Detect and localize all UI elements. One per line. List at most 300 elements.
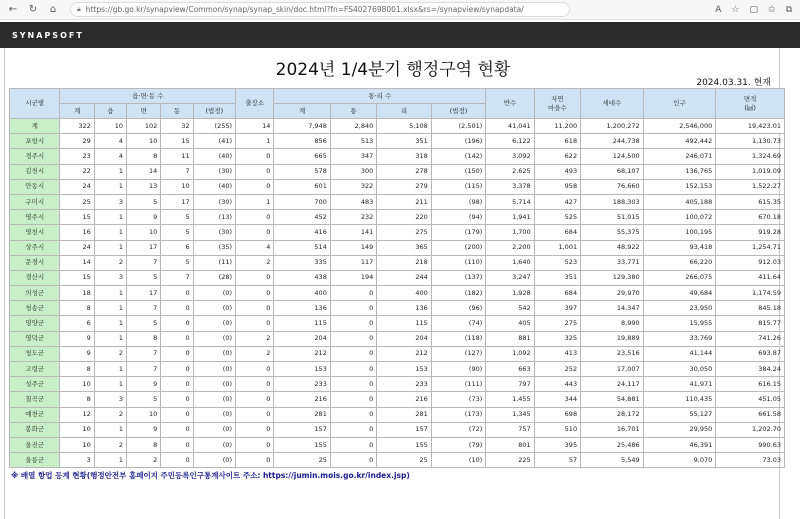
table-cell: 6,122 [486, 134, 534, 149]
table-cell: 0 [330, 453, 376, 468]
row-region-name: 안동시 [10, 179, 60, 194]
table-cell: 2,840 [330, 119, 376, 134]
table-cell: 513 [330, 134, 376, 149]
table-cell: (2,501) [431, 119, 486, 134]
table-cell: 815.77 [716, 316, 785, 331]
table-cell: 1,345 [486, 407, 534, 422]
table-cell: (0) [193, 286, 235, 301]
table-row [10, 422, 785, 437]
table-cell: 615.35 [716, 194, 785, 209]
table-cell: 212 [274, 346, 331, 361]
read-aloud-icon[interactable]: A [715, 4, 722, 15]
table-cell: 661.58 [716, 407, 785, 422]
table-cell: 801 [486, 437, 534, 452]
table-cell: 3 [94, 194, 126, 209]
table-cell: 218 [377, 255, 431, 270]
reload-icon[interactable]: ↻ [28, 4, 38, 15]
table-cell: 23,950 [643, 301, 716, 316]
table-row [10, 331, 785, 346]
table-cell: 244 [377, 270, 431, 285]
table-cell: (0) [193, 437, 235, 452]
table-cell: 510 [534, 422, 580, 437]
table-row [10, 453, 785, 468]
table-cell: 275 [534, 316, 580, 331]
table-cell: 845.18 [716, 301, 785, 316]
table-cell: 233 [274, 377, 331, 392]
table-cell: 212 [377, 346, 431, 361]
table-cell: 443 [534, 377, 580, 392]
table-cell: (96) [431, 301, 486, 316]
table-cell: 400 [274, 286, 331, 301]
table-cell: 157 [274, 422, 331, 437]
table-cell: 9,070 [643, 453, 716, 468]
table-cell: 8 [60, 362, 94, 377]
header-tongri: 통·리 수 [274, 89, 486, 104]
table-cell: 6 [161, 240, 193, 255]
table-cell: 68,107 [581, 164, 644, 179]
table-cell: 25 [377, 453, 431, 468]
table-cell: 19,889 [581, 331, 644, 346]
table-cell: 115 [274, 316, 331, 331]
table-cell: 117 [330, 255, 376, 270]
table-cell: 0 [161, 316, 193, 331]
table-row [10, 301, 785, 316]
table-cell: 17 [161, 194, 193, 209]
table-cell: 0 [236, 301, 274, 316]
table-cell: 124,500 [581, 149, 644, 164]
table-cell: 188,303 [581, 194, 644, 209]
back-icon[interactable]: ← [8, 4, 18, 15]
table-cell: 1 [94, 164, 126, 179]
table-cell: 5,549 [581, 453, 644, 468]
table-cell: 0 [330, 286, 376, 301]
header-ingu: 인구 [643, 89, 716, 119]
table-cell: 438 [274, 270, 331, 285]
table-cell: (40) [193, 149, 235, 164]
table-cell: 8 [127, 437, 161, 452]
table-cell: 0 [330, 407, 376, 422]
table-cell: (94) [431, 210, 486, 225]
table-cell: 48,922 [581, 240, 644, 255]
table-cell: 0 [161, 331, 193, 346]
table-cell: (10) [431, 453, 486, 468]
table-cell: 155 [377, 437, 431, 452]
table-cell: (0) [193, 392, 235, 407]
table-cell: 0 [236, 316, 274, 331]
table-cell: 6 [60, 316, 94, 331]
table-cell: 347 [330, 149, 376, 164]
table-cell: 15 [161, 134, 193, 149]
table-cell: 4 [236, 240, 274, 255]
table-cell: (255) [193, 119, 235, 134]
row-region-name: 울진군 [10, 437, 60, 452]
table-cell: 10 [161, 179, 193, 194]
table-cell: 1 [94, 301, 126, 316]
table-cell: 1,130.73 [716, 134, 785, 149]
table-row [10, 377, 785, 392]
browser-toolbar [0, 0, 800, 20]
table-row [10, 240, 785, 255]
table-cell: 1 [94, 286, 126, 301]
table-cell: 622 [534, 149, 580, 164]
table-cell: 155 [274, 437, 331, 452]
table-cell: 136 [377, 301, 431, 316]
table-cell: 0 [236, 210, 274, 225]
table-cell: 16 [60, 225, 94, 240]
table-cell: (72) [431, 422, 486, 437]
table-cell: 51,015 [581, 210, 644, 225]
header-eupmyeondong: 읍·면·동 수 [60, 89, 236, 104]
table-cell: 1,200,272 [581, 119, 644, 134]
header-myeonjeok: 면적 (㎢) [716, 89, 785, 119]
table-cell: 76,660 [581, 179, 644, 194]
table-cell: 0 [330, 392, 376, 407]
favorites-bar-icon[interactable]: ✩ [768, 4, 776, 15]
table-cell: (110) [431, 255, 486, 270]
table-row [10, 255, 785, 270]
table-cell: 7 [127, 301, 161, 316]
table-row [10, 407, 785, 422]
table-cell: (35) [193, 240, 235, 255]
lock-icon: 🔒︎ [77, 5, 81, 13]
table-cell: 8 [127, 149, 161, 164]
header-jayeon: 자연 마을수 [534, 89, 580, 119]
table-cell: 616.15 [716, 377, 785, 392]
header-dong: 동 [161, 104, 193, 119]
header-saedaesu: 세대수 [581, 89, 644, 119]
table-row [10, 362, 785, 377]
table-cell: 10 [127, 134, 161, 149]
table-cell: 5 [127, 316, 161, 331]
table-cell: 665 [274, 149, 331, 164]
table-cell: 405,188 [643, 194, 716, 209]
table-cell: 110,435 [643, 392, 716, 407]
table-cell: 684 [534, 286, 580, 301]
collections-icon[interactable]: ⧉ [785, 4, 792, 15]
brand-logo: SYNAPSOFT [12, 30, 84, 40]
table-cell: 542 [486, 301, 534, 316]
table-cell: 1 [236, 194, 274, 209]
table-cell: 797 [486, 377, 534, 392]
table-cell: 365 [377, 240, 431, 255]
table-cell: (127) [431, 346, 486, 361]
table-cell: 0 [161, 453, 193, 468]
table-cell: 216 [274, 392, 331, 407]
row-region-name: 포항시 [10, 134, 60, 149]
table-cell: 1,522.27 [716, 179, 785, 194]
table-cell: 136,765 [643, 164, 716, 179]
table-cell: 211 [377, 194, 431, 209]
table-cell: 1,324.69 [716, 149, 785, 164]
table-cell: 252 [534, 362, 580, 377]
table-cell: 41,144 [643, 346, 716, 361]
table-cell: 919.28 [716, 225, 785, 240]
table-cell: 25,486 [581, 437, 644, 452]
table-cell: 2 [236, 255, 274, 270]
table-cell: 29,950 [643, 422, 716, 437]
table-cell: 0 [161, 301, 193, 316]
table-cell: 2 [127, 453, 161, 468]
table-cell: 0 [236, 392, 274, 407]
header-chuljangso: 출장소 [236, 89, 274, 119]
header-beopjeong: (법정) [193, 104, 235, 119]
table-cell: 856 [274, 134, 331, 149]
table-cell: 1,640 [486, 255, 534, 270]
table-cell: 5 [161, 255, 193, 270]
table-cell: (196) [431, 134, 486, 149]
table-cell: 395 [534, 437, 580, 452]
table-cell: 384.24 [716, 362, 785, 377]
table-cell: 1 [94, 316, 126, 331]
table-cell: 684 [534, 225, 580, 240]
header-ge: 계 [60, 104, 94, 119]
table-cell: 0 [161, 286, 193, 301]
table-cell: 55,127 [643, 407, 716, 422]
synap-header [0, 22, 800, 48]
table-cell: 11,200 [534, 119, 580, 134]
table-cell: (30) [193, 194, 235, 209]
table-row [10, 194, 785, 209]
header-bansu: 반수 [486, 89, 534, 119]
table-cell: 2 [94, 255, 126, 270]
table-cell: 66,220 [643, 255, 716, 270]
table-cell: 2 [236, 346, 274, 361]
table-cell: 17 [127, 240, 161, 255]
table-cell: 12 [60, 407, 94, 422]
table-cell: 322 [60, 119, 94, 134]
table-cell: 2 [94, 437, 126, 452]
table-cell: 15 [60, 270, 94, 285]
header-eup: 읍 [94, 104, 126, 119]
table-cell: 400 [377, 286, 431, 301]
table-cell: 19,423.01 [716, 119, 785, 134]
row-region-name: 고령군 [10, 362, 60, 377]
table-cell: 451.05 [716, 392, 785, 407]
table-cell: 24 [60, 240, 94, 255]
table-row [10, 346, 785, 361]
table-cell: 523 [534, 255, 580, 270]
table-cell: 25 [60, 194, 94, 209]
document-viewer [4, 48, 780, 519]
table-cell: 141 [330, 225, 376, 240]
header-tong: 통 [330, 104, 376, 119]
table-cell: (30) [193, 164, 235, 179]
table-cell: 0 [161, 346, 193, 361]
table-cell: 2 [94, 346, 126, 361]
table-cell: 3 [94, 392, 126, 407]
table-cell: (200) [431, 240, 486, 255]
footnote: ※ 배열 항업 등계 현황(행정안전부 홈페이지 주민등록인구통계사이트 주소: https://jumin.mois.go.kr/index.jsp) [11, 471, 410, 480]
row-region-name: 영천시 [10, 225, 60, 240]
table-cell: 0 [330, 331, 376, 346]
table-cell: 693.87 [716, 346, 785, 361]
table-cell: 1,254.71 [716, 240, 785, 255]
table-cell: 10 [94, 119, 126, 134]
table-cell: 14 [127, 164, 161, 179]
table-cell: 5 [127, 194, 161, 209]
table-cell: 0 [236, 270, 274, 285]
table-cell: 7 [127, 362, 161, 377]
table-row [10, 134, 785, 149]
table-cell: (40) [193, 179, 235, 194]
table-cell: (11) [193, 255, 235, 270]
table-cell: (0) [193, 362, 235, 377]
table-cell: 663 [486, 362, 534, 377]
table-cell: 757 [486, 422, 534, 437]
table-cell: 10 [60, 422, 94, 437]
table-cell: 1,174.59 [716, 286, 785, 301]
table-row [10, 225, 785, 240]
table-cell: 15,955 [643, 316, 716, 331]
table-cell: (150) [431, 164, 486, 179]
table-cell: 452 [274, 210, 331, 225]
table-cell: (115) [431, 179, 486, 194]
table-cell: 741.26 [716, 331, 785, 346]
table-cell: 0 [161, 377, 193, 392]
table-cell: 601 [274, 179, 331, 194]
table-cell: 351 [534, 270, 580, 285]
table-cell: (0) [193, 422, 235, 437]
table-cell: 0 [330, 316, 376, 331]
table-cell: 1,700 [486, 225, 534, 240]
table-cell: 0 [161, 392, 193, 407]
favorite-icon[interactable]: ☆ [731, 4, 740, 15]
table-cell: 15 [60, 210, 94, 225]
table-cell: 0 [236, 362, 274, 377]
table-cell: 29,970 [581, 286, 644, 301]
split-screen-icon[interactable]: ▢ [749, 4, 759, 15]
table-cell: 351 [377, 134, 431, 149]
table-cell: 9 [60, 331, 94, 346]
table-cell: 29 [60, 134, 94, 149]
table-cell: 0 [236, 149, 274, 164]
table-cell: 33,769 [643, 331, 716, 346]
table-cell: 8 [60, 301, 94, 316]
table-cell: (111) [431, 377, 486, 392]
table-cell: (0) [193, 377, 235, 392]
header-ri: 리 [377, 104, 431, 119]
row-region-name: 의성군 [10, 286, 60, 301]
table-cell: 16,701 [581, 422, 644, 437]
table-cell: 492,442 [643, 134, 716, 149]
table-cell: 22 [60, 164, 94, 179]
table-cell: 1 [94, 422, 126, 437]
table-cell: 57 [534, 453, 580, 468]
table-cell: 1 [94, 377, 126, 392]
table-cell: 49,684 [643, 286, 716, 301]
table-row [10, 164, 785, 179]
table-cell: 514 [274, 240, 331, 255]
table-cell: 281 [274, 407, 331, 422]
table-cell: 0 [236, 407, 274, 422]
table-cell: 278 [377, 164, 431, 179]
address-bar[interactable] [70, 2, 570, 17]
table-cell: 5,714 [486, 194, 534, 209]
table-cell: 318 [377, 149, 431, 164]
table-cell: (0) [193, 346, 235, 361]
table-cell: 958 [534, 179, 580, 194]
table-cell: (13) [193, 210, 235, 225]
table-cell: 8,990 [581, 316, 644, 331]
table-cell: 0 [236, 377, 274, 392]
table-cell: 24 [60, 179, 94, 194]
table-cell: (0) [193, 301, 235, 316]
table-cell: (137) [431, 270, 486, 285]
table-cell: 1,928 [486, 286, 534, 301]
table-cell: 23,516 [581, 346, 644, 361]
table-cell: 102 [127, 119, 161, 134]
table-cell: 216 [377, 392, 431, 407]
table-row-total [10, 119, 785, 134]
table-row [10, 149, 785, 164]
table-cell: (173) [431, 407, 486, 422]
table-cell: 7 [127, 255, 161, 270]
table-cell: 8 [60, 392, 94, 407]
table-cell: 700 [274, 194, 331, 209]
home-icon[interactable]: ⌂ [49, 4, 57, 15]
table-cell: 5 [161, 210, 193, 225]
table-cell: 427 [534, 194, 580, 209]
table-cell: 41,041 [486, 119, 534, 134]
table-cell: (179) [431, 225, 486, 240]
table-cell: 73.03 [716, 453, 785, 468]
row-region-name: 구미시 [10, 194, 60, 209]
table-cell: 1 [94, 331, 126, 346]
table-cell: (74) [431, 316, 486, 331]
table-cell: 618 [534, 134, 580, 149]
table-cell: 1 [94, 453, 126, 468]
header-sigungu: 시군별 [10, 89, 60, 119]
header-tong-beopjeong: (법정) [431, 104, 486, 119]
table-cell: 93,418 [643, 240, 716, 255]
table-cell: 10 [127, 225, 161, 240]
table-cell: 55,375 [581, 225, 644, 240]
table-cell: 0 [161, 407, 193, 422]
row-region-name: 성주군 [10, 377, 60, 392]
table-cell: 115 [377, 316, 431, 331]
table-cell: 698 [534, 407, 580, 422]
table-cell: 0 [330, 422, 376, 437]
table-cell: 0 [236, 286, 274, 301]
table-cell: 397 [534, 301, 580, 316]
table-cell: 5 [161, 225, 193, 240]
table-cell: 405 [486, 316, 534, 331]
table-cell: 129,380 [581, 270, 644, 285]
table-cell: 1,455 [486, 392, 534, 407]
row-region-name: 청송군 [10, 301, 60, 316]
table-cell: 322 [330, 179, 376, 194]
table-cell: (0) [193, 331, 235, 346]
table-cell: 9 [127, 210, 161, 225]
table-cell: 100,072 [643, 210, 716, 225]
table-cell: 7 [161, 164, 193, 179]
table-cell: 1,019.09 [716, 164, 785, 179]
table-cell: 9 [60, 346, 94, 361]
table-cell: 2,200 [486, 240, 534, 255]
table-cell: 0 [161, 362, 193, 377]
table-cell: 335 [274, 255, 331, 270]
table-cell: 32 [161, 119, 193, 134]
table-cell: (118) [431, 331, 486, 346]
table-cell: 3,247 [486, 270, 534, 285]
row-region-name: 김천시 [10, 164, 60, 179]
table-cell: 670.18 [716, 210, 785, 225]
document-title: 2024년 1/4분기 행정구역 현황 [275, 60, 511, 80]
table-cell: 54,881 [581, 392, 644, 407]
table-cell: 18 [60, 286, 94, 301]
table-cell: 0 [236, 179, 274, 194]
table-cell: (0) [193, 453, 235, 468]
